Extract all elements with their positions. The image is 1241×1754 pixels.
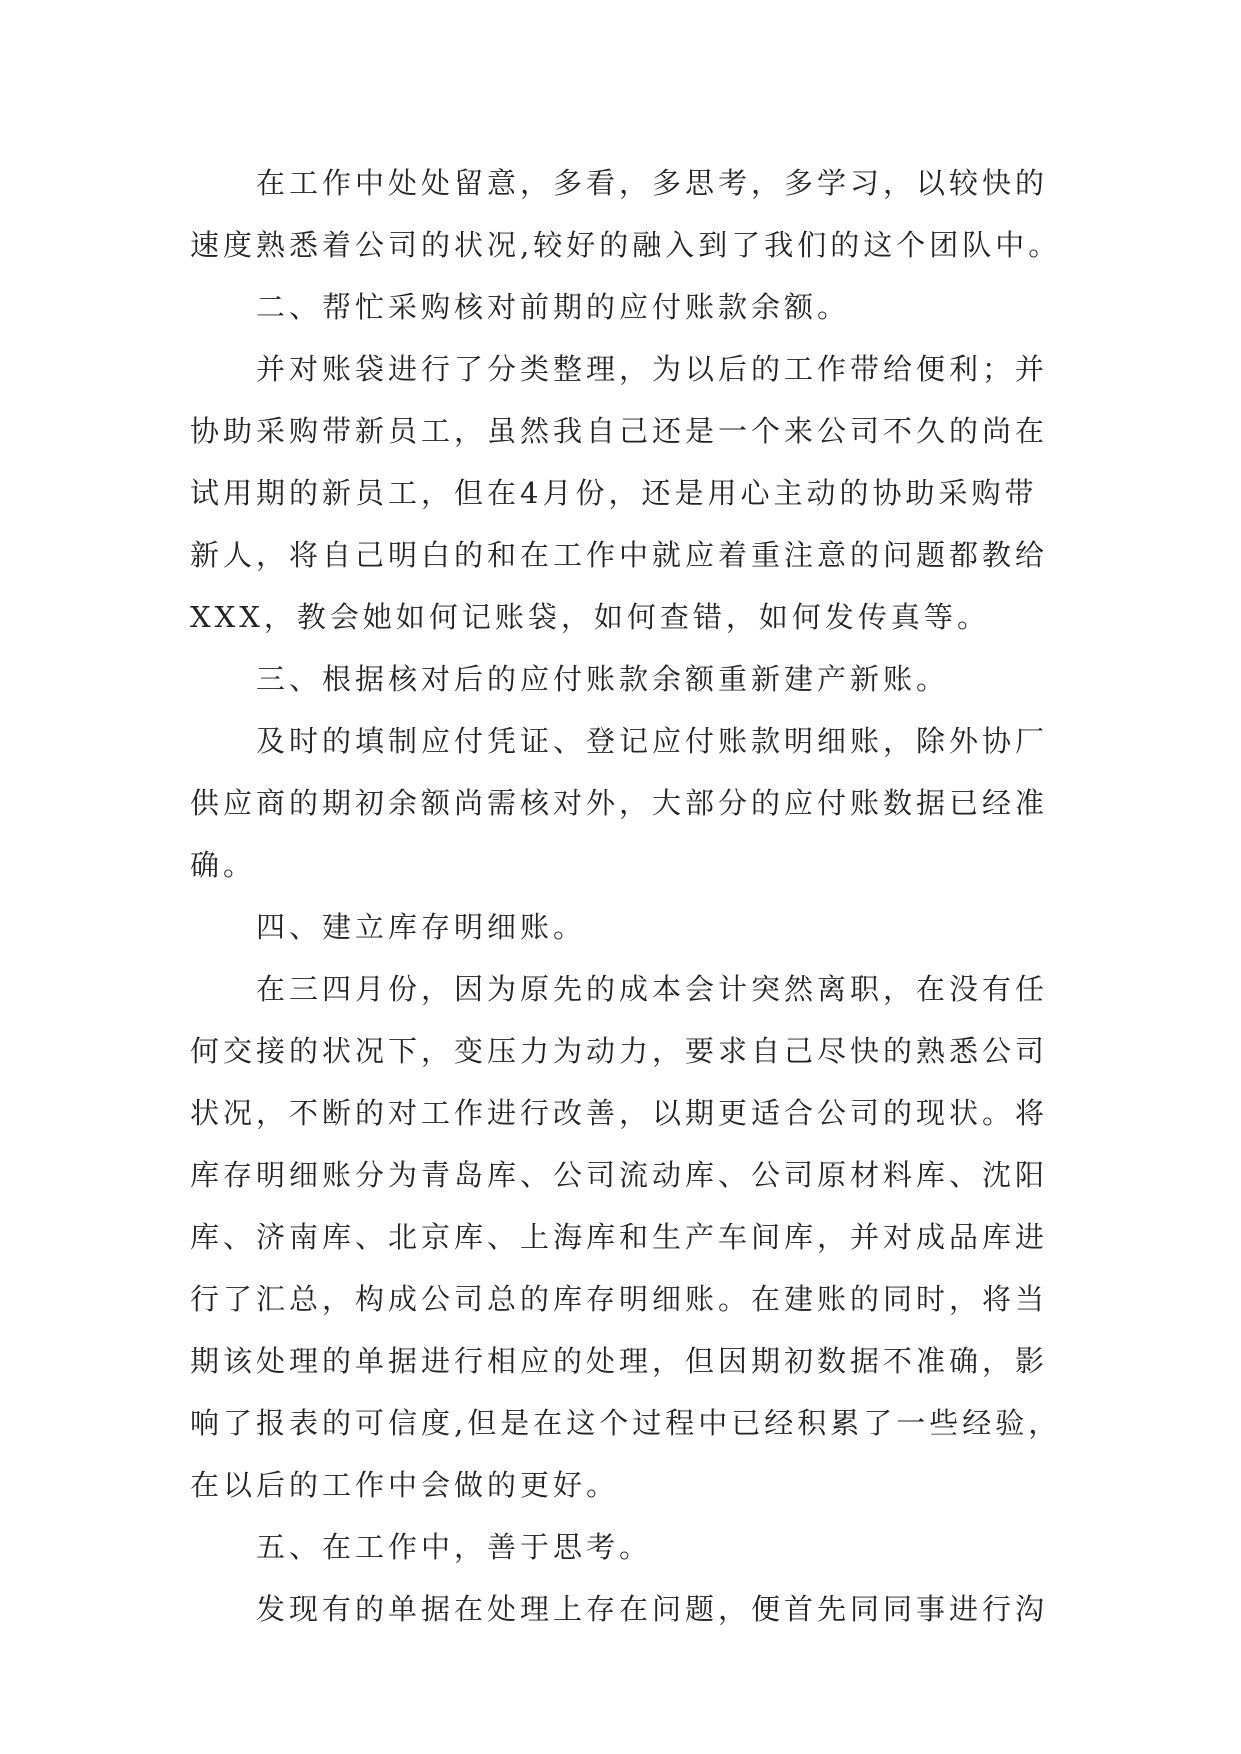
text-line: 并对账袋进行了分类整理，为以后的工作带给便利；并 bbox=[256, 352, 1049, 386]
text-line: 行了汇总，构成公司总的库存明细账。在建账的同时，将当 bbox=[190, 1282, 1049, 1316]
text-line: 协助采购带新员工，虽然我自己还是一个来公司不久的尚在 bbox=[190, 414, 1049, 448]
text-line: 期该处理的单据进行相应的处理，但因期初数据不准确，影 bbox=[190, 1344, 1049, 1378]
section-heading: 二、帮忙采购核对前期的应付账款余额。 bbox=[256, 290, 851, 324]
text-line: 何交接的状况下，变压力为动力，要求自己尽快的熟悉公司 bbox=[190, 1034, 1049, 1068]
text-line: 确。 bbox=[190, 848, 257, 882]
document-body bbox=[190, 152, 1060, 1640]
section-heading: 四、建立库存明细账。 bbox=[256, 910, 587, 944]
text-line: 发现有的单据在处理上存在问题，便首先同同事进行沟 bbox=[256, 1592, 1049, 1626]
text-line: 状况，不断的对工作进行改善，以期更适合公司的现状。将 bbox=[190, 1096, 1049, 1130]
text-line: XXX，教会她如何记账袋，如何查错，如何发传真等。 bbox=[190, 600, 990, 634]
text-line: 试用期的新员工，但在4月份，还是用心主动的协助采购带 bbox=[190, 476, 1038, 510]
text-line: 新人，将自己明白的和在工作中就应着重注意的问题都教给 bbox=[190, 538, 1049, 572]
text-line: 供应商的期初余额尚需核对外，大部分的应付账数据已经准 bbox=[190, 786, 1049, 820]
section-heading: 五、在工作中，善于思考。 bbox=[256, 1530, 653, 1564]
text-line: 库、济南库、北京库、上海库和生产车间库，并对成品库进 bbox=[190, 1220, 1049, 1254]
text-line: 在工作中处处留意，多看，多思考，多学习，以较快的 bbox=[256, 166, 1049, 200]
text-line: 在三四月份，因为原先的成本会计突然离职，在没有任 bbox=[256, 972, 1049, 1006]
text-line: 速度熟悉着公司的状况,较好的融入到了我们的这个团队中。 bbox=[190, 228, 1062, 262]
text-line: 及时的填制应付凭证、登记应付账款明细账，除外协厂 bbox=[256, 724, 1049, 758]
section-heading: 三、根据核对后的应付账款余额重新建产新账。 bbox=[256, 662, 950, 696]
text-line: 库存明细账分为青岛库、公司流动库、公司原材料库、沈阳 bbox=[190, 1158, 1049, 1192]
text-line: 响了报表的可信度,但是在这个过程中已经积累了一些经验， bbox=[190, 1406, 1062, 1440]
text-line: 在以后的工作中会做的更好。 bbox=[190, 1468, 620, 1502]
